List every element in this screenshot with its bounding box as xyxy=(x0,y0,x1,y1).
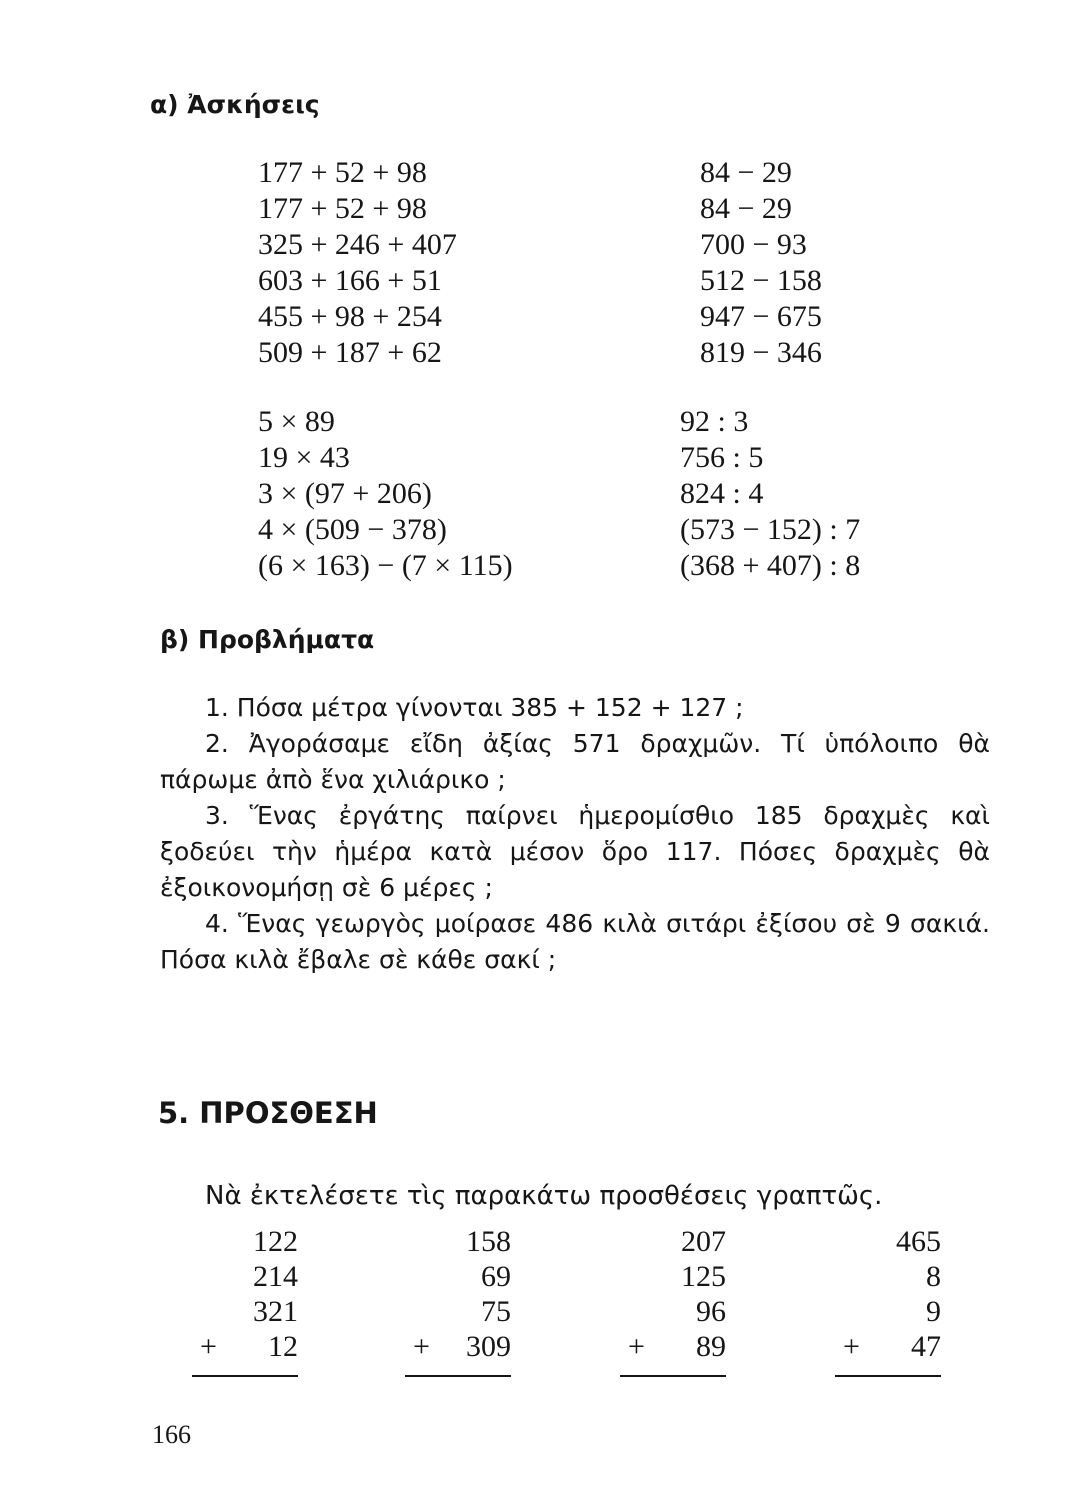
addend: 96 xyxy=(696,1295,726,1328)
addend: 321 xyxy=(253,1295,298,1328)
exercise-item: 824 : 4 xyxy=(680,477,764,510)
plus-sign: + xyxy=(628,1330,645,1363)
addend: 89 xyxy=(696,1330,726,1363)
addend: 9 xyxy=(926,1295,941,1328)
exercise-item: 947 − 675 xyxy=(700,300,822,333)
exercise-item: 509 + 187 + 62 xyxy=(258,336,442,369)
section-a-heading: α) Ἀσκήσεις xyxy=(150,90,320,119)
addend: 47 xyxy=(911,1330,941,1363)
division-exercises xyxy=(680,404,860,584)
exercise-item: 603 + 166 + 51 xyxy=(258,264,442,297)
exercise-item: 700 − 93 xyxy=(700,228,807,261)
problem-item: 1. Πόσα μέτρα γίνονται 385 + 152 + 127 ; xyxy=(205,693,744,722)
addition-problem xyxy=(405,1224,511,1366)
exercise-item: 5 × 89 xyxy=(258,405,335,438)
addend: 207 xyxy=(681,1225,726,1258)
exercise-item: 84 − 29 xyxy=(700,192,792,225)
addend: 75 xyxy=(481,1295,511,1328)
addition-problem xyxy=(620,1224,726,1366)
exercise-item: 92 : 3 xyxy=(680,405,749,438)
sum-line xyxy=(620,1375,726,1377)
section-b-heading: β) Προβλήματα xyxy=(160,625,375,654)
exercise-item: 4 × (509 − 378) xyxy=(258,513,447,546)
exercise-item: (6 × 163) − (7 × 115) xyxy=(258,549,513,582)
exercise-item: (368 + 407) : 8 xyxy=(680,549,861,582)
section-5-heading: 5. ΠΡΟΣΘΕΣΗ xyxy=(158,1096,378,1130)
sum-line xyxy=(835,1375,941,1377)
exercise-item: (573 − 152) : 7 xyxy=(680,513,861,546)
multiplication-exercises xyxy=(258,404,513,584)
sum-line xyxy=(192,1375,298,1377)
exercise-item: 19 × 43 xyxy=(258,441,350,474)
subtraction-exercises xyxy=(700,155,822,371)
instruction-text: Νὰ ἐκτελέσετε τὶς παρακάτω προσθέσεις γραπτῶς. xyxy=(205,1181,883,1211)
exercise-item: 455 + 98 + 254 xyxy=(258,300,442,333)
addend: 8 xyxy=(926,1260,941,1293)
exercise-item: 3 × (97 + 206) xyxy=(258,477,432,510)
addend: 214 xyxy=(253,1260,298,1293)
addend: 122 xyxy=(253,1225,298,1258)
addend: 125 xyxy=(681,1260,726,1293)
exercise-item: 177 + 52 + 98 xyxy=(258,156,427,189)
addition-problem xyxy=(192,1224,298,1366)
exercise-item: 84 − 29 xyxy=(700,156,792,189)
exercise-item: 512 − 158 xyxy=(700,264,822,297)
exercise-item: 819 − 346 xyxy=(700,336,822,369)
addend: 465 xyxy=(896,1225,941,1258)
exercise-item: 325 + 246 + 407 xyxy=(258,228,457,261)
plus-sign: + xyxy=(200,1330,217,1363)
exercise-item: 177 + 52 + 98 xyxy=(258,192,427,225)
problem-item: 2. Ἀγοράσαμε εἴδη ἀξίας 571 δραχμῶν. Τί ὑπόλοιπο θὰ πάρωμε ἀπὸ ἕνα χιλιάρικο ; xyxy=(160,729,990,794)
addend: 309 xyxy=(466,1330,511,1363)
addend: 69 xyxy=(481,1260,511,1293)
page-number: 166 xyxy=(152,1420,191,1449)
addend: 12 xyxy=(268,1330,298,1363)
problem-list xyxy=(160,690,990,978)
exercise-item: 756 : 5 xyxy=(680,441,764,474)
addend: 158 xyxy=(466,1225,511,1258)
plus-sign: + xyxy=(843,1330,860,1363)
addition-exercises xyxy=(258,155,457,371)
plus-sign: + xyxy=(413,1330,430,1363)
problem-item: 4. Ἕνας γεωργὸς μοίρασε 486 κιλὰ σιτάρι ἐξίσου σὲ 9 σακιά. Πόσα κιλὰ ἔβαλε σὲ κάθε σακί ; xyxy=(160,909,990,974)
sum-line xyxy=(405,1375,511,1377)
addition-problem xyxy=(835,1224,941,1366)
problem-item: 3. Ἕνας ἐργάτης παίρνει ἡμερομίσθιο 185 δραχμὲς καὶ ξοδεύει τὴν ἡμέρα κατὰ μέσον ὅρο 117. Πόσες δραχμὲς θὰ ἐξοικονομήσῃ σὲ 6 μέρες ; xyxy=(160,801,990,902)
